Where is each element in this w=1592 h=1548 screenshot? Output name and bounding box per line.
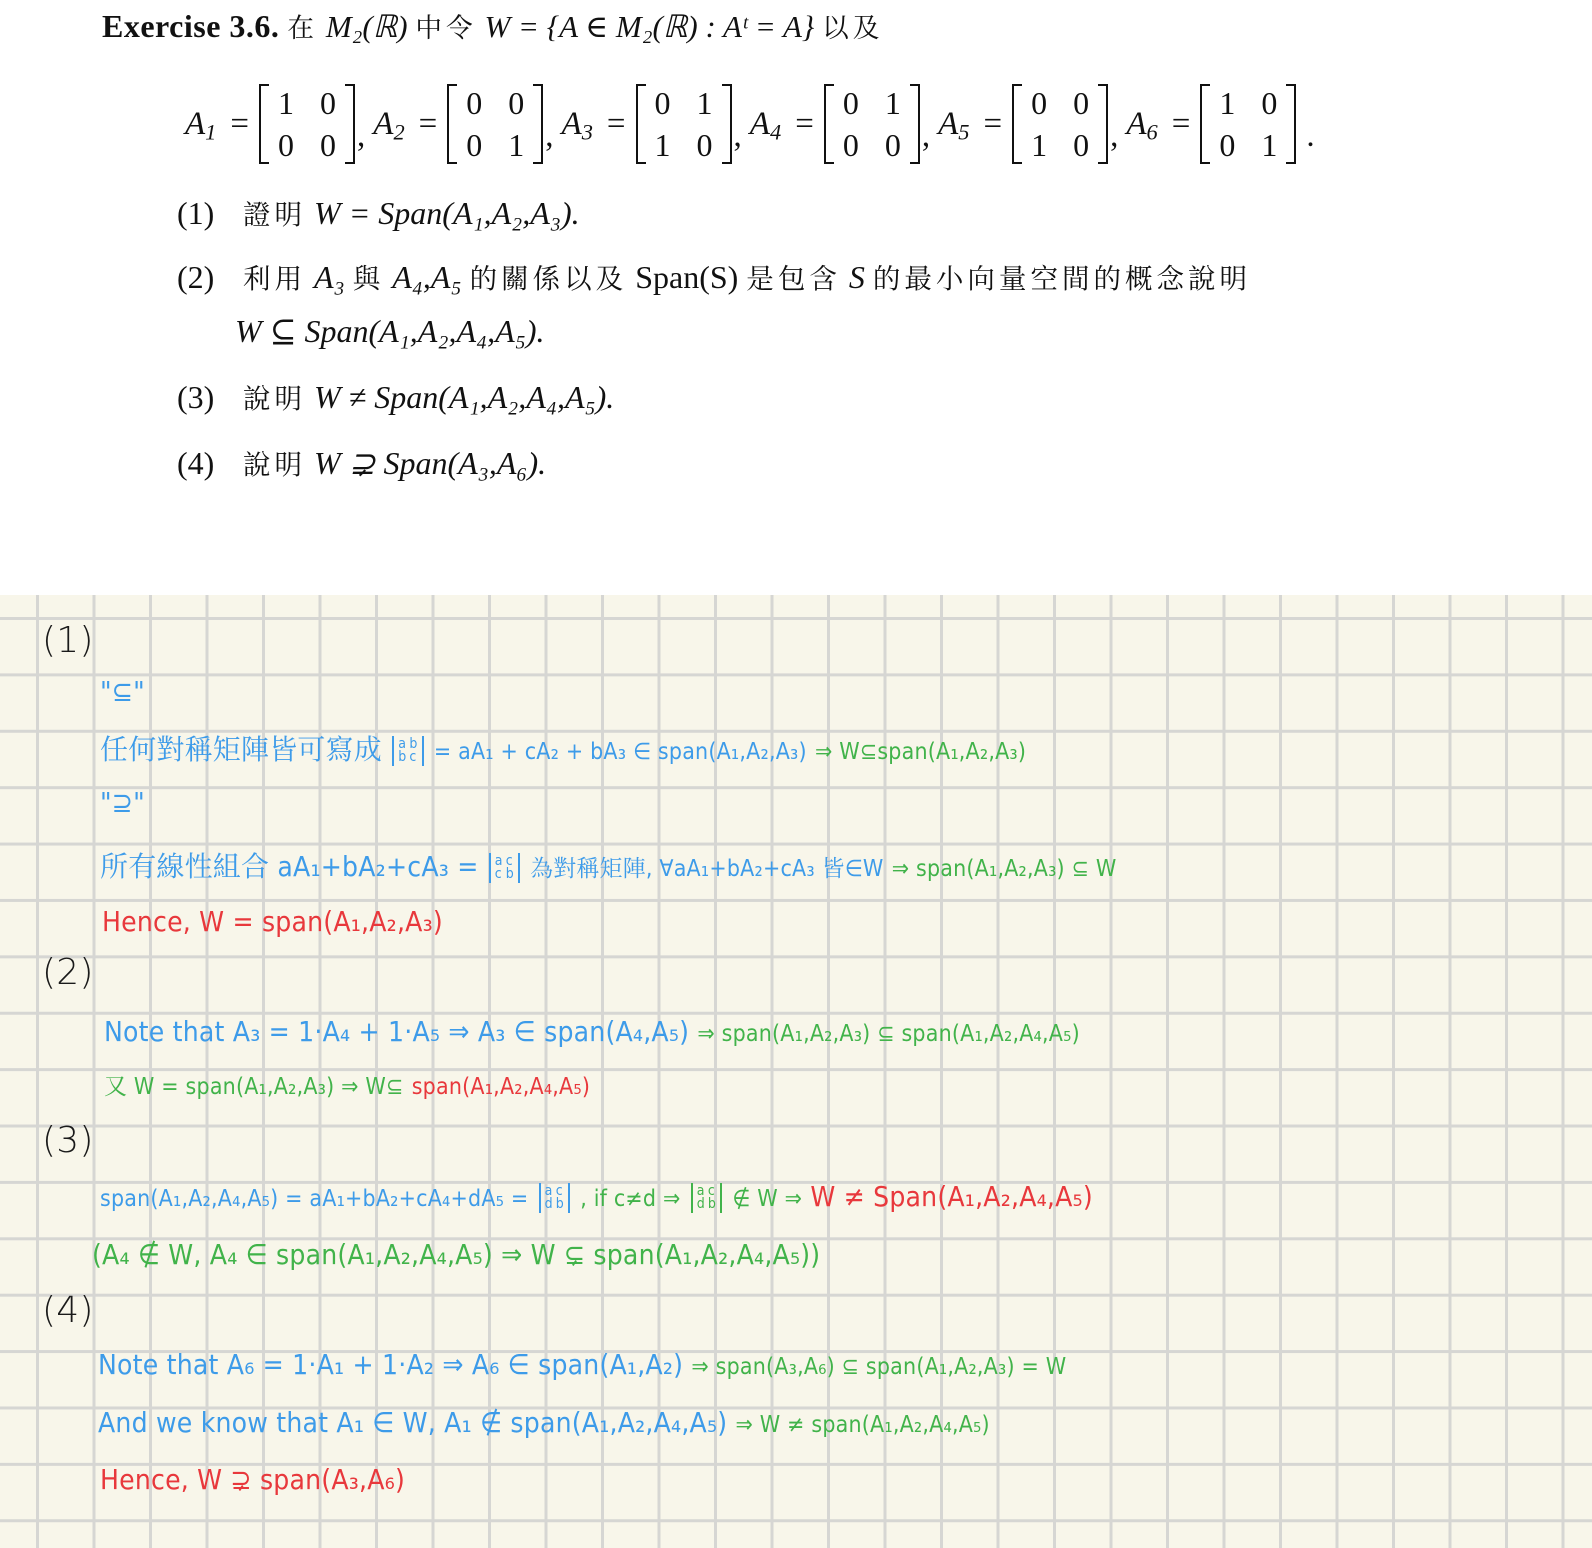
question-statement: W = Span(A₁,A₂,A₃). xyxy=(314,195,580,231)
matrix-name: $A_6$ xyxy=(1126,105,1158,145)
question-text: 的最小向量空間的概念說明 xyxy=(872,263,1252,295)
exercise-label: Exercise 3.6. xyxy=(102,8,280,44)
part-4-line-2 xyxy=(98,1406,990,1439)
question-text: 利用 xyxy=(243,263,307,295)
separator: , xyxy=(1110,117,1119,154)
part-3-line-2: (A₄ ∉ W, A₄ ∈ span(A₁,A₂,A₄,A₅) ⇒ W ⊊ span(A₁,A₂,A₄,A₅)) xyxy=(92,1238,821,1271)
note-text: Note that A₆ = 1·A₁ + 1·A₂ ⇒ A₆ ∈ span(A₁,A₂) xyxy=(98,1348,684,1381)
matrix-entry: 1 xyxy=(278,84,295,121)
note-implication: ⇒ span(A₁,A₂,A₃) ⊆ W xyxy=(891,856,1117,882)
space-symbol: M₂(ℝ) xyxy=(325,9,408,44)
matrix-entry: 0 xyxy=(508,84,525,121)
question-math: S xyxy=(848,259,865,295)
note-implication: , if c≠d ⇒ xyxy=(580,1186,681,1212)
matrix-entry: 0 xyxy=(1073,84,1090,121)
part-1-conclusion: Hence, W = span(A₁,A₂,A₃) xyxy=(102,905,443,938)
matrix-entry: 0 xyxy=(278,126,295,163)
part-4-conclusion: Hence, W ⊋ span(A₃,A₆) xyxy=(100,1463,406,1496)
question-number: (1) xyxy=(177,195,215,231)
general-matrix xyxy=(539,1183,570,1213)
matrix xyxy=(824,82,920,166)
part-4-line-1 xyxy=(98,1348,1066,1381)
matrix-entry: 0 xyxy=(1219,126,1236,163)
note-implication: ⇒ W⊆span(A₁,A₂,A₃) xyxy=(814,739,1027,765)
matrix-entry: 1 xyxy=(508,126,525,163)
question-text: 與 xyxy=(352,263,385,295)
note-text: 所有線性組合 aA₁+bA₂+cA₃ = xyxy=(100,850,479,883)
note-text: 為對稱矩陣, ∀aA₁+bA₂+cA₃ 皆∈W xyxy=(530,856,884,882)
matrix-definition xyxy=(562,82,732,166)
question-3 xyxy=(177,376,614,416)
note-text: 任何對稱矩陣皆可寫成 xyxy=(100,733,383,766)
matrix-definition xyxy=(938,82,1108,166)
question-text: 的關係以及 xyxy=(469,263,628,295)
matrix-entry: 1 xyxy=(654,126,671,163)
part-3-label: (3) xyxy=(42,1120,94,1161)
subspace-definition: W = {A ∈ M₂(ℝ) : Aᵗ = A} xyxy=(484,9,815,44)
matrix-name: $A_4$ xyxy=(749,105,782,145)
matrix-entry: b xyxy=(409,736,418,752)
matrix-entry: c xyxy=(505,853,513,869)
equals-sign: = xyxy=(1171,105,1191,142)
question-number: (2) xyxy=(177,259,215,295)
matrix-definition xyxy=(185,82,355,166)
matrix-entry: a xyxy=(696,1183,705,1199)
matrix-name: $A_5$ xyxy=(938,105,970,145)
matrix xyxy=(447,82,543,166)
question-4 xyxy=(177,442,546,482)
matrix-entry: b xyxy=(398,749,407,765)
part-1-line-1 xyxy=(100,728,1026,768)
equals-sign: = xyxy=(230,105,250,142)
matrix xyxy=(1012,82,1108,166)
matrix-entry: d xyxy=(544,1196,553,1212)
separator: . xyxy=(1306,117,1315,154)
part-2-line-2 xyxy=(104,1068,590,1101)
equals-sign: = xyxy=(606,105,626,142)
note-text: And we know that A₁ ∈ W, A₁ ∉ span(A₁,A₂,A₄,A₅) xyxy=(98,1406,728,1439)
part-3-line-1 xyxy=(100,1180,1093,1213)
matrix-entry: 0 xyxy=(466,126,483,163)
part-4-label: (4) xyxy=(42,1290,94,1331)
matrix-entry: 1 xyxy=(884,84,901,121)
question-2 xyxy=(177,256,1251,296)
matrix-entry: c xyxy=(555,1183,563,1199)
question-verb: 證明 xyxy=(243,199,307,231)
note-implication: ⇒ span(A₁,A₂,A₃) ⊆ span(A₁,A₂,A₄,A₅) xyxy=(697,1021,1080,1047)
matrix xyxy=(1200,82,1296,166)
intro-text: 在 xyxy=(287,13,319,44)
matrix-entry: b xyxy=(505,866,514,882)
matrix-entry: 0 xyxy=(320,126,337,163)
subset-direction-label: "⊆" xyxy=(100,675,145,708)
note-text: span(A₁,A₂,A₄,A₅) = aA₁+bA₂+cA₄+dA₅ = xyxy=(100,1186,529,1212)
matrix-entry: 0 xyxy=(654,84,671,121)
matrix-entry: 0 xyxy=(696,126,713,163)
symmetric-matrix xyxy=(489,853,520,883)
question-statement: W ⊋ Span(A₃,A₆). xyxy=(314,445,547,481)
equals-sign: = xyxy=(795,105,814,142)
separator: , xyxy=(357,117,366,154)
note-implication: ⇒ span(A₃,A₆) ⊆ span(A₁,A₂,A₃) = W xyxy=(691,1354,1067,1380)
part-2-label: (2) xyxy=(42,952,94,993)
matrix-entry: 0 xyxy=(1031,84,1048,121)
matrix xyxy=(259,82,355,166)
part-2-line-1 xyxy=(104,1015,1080,1048)
question-verb: 說明 xyxy=(243,449,307,481)
matrix-definition xyxy=(1126,82,1296,166)
question-statement: W ⊆ Span(A₁,A₂,A₄,A₅). xyxy=(235,313,545,349)
matrix-entry: c xyxy=(409,749,417,765)
matrix-entry: 0 xyxy=(842,126,859,163)
intro-text: 以及 xyxy=(822,13,884,44)
question-number: (4) xyxy=(177,445,215,481)
question-2-statement xyxy=(235,312,544,350)
matrix xyxy=(636,82,732,166)
question-verb: 說明 xyxy=(243,383,307,415)
matrix-definition xyxy=(750,82,920,166)
intro-text: 中令 xyxy=(415,13,477,44)
separator: , xyxy=(545,117,554,154)
note-conclusion: span(A₁,A₂,A₄,A₅) xyxy=(411,1074,591,1100)
question-math: A₄,A₅ xyxy=(392,259,462,295)
matrix-entry: a xyxy=(544,1183,553,1199)
matrix-entry: 0 xyxy=(320,84,337,121)
symmetric-matrix xyxy=(392,736,423,766)
matrix-definition xyxy=(373,82,543,166)
separator: , xyxy=(733,117,742,154)
matrix-entry: c xyxy=(494,866,502,882)
matrix-entry: 0 xyxy=(842,84,859,121)
matrix-entry: 0 xyxy=(884,126,901,163)
matrix-entry: a xyxy=(398,736,407,752)
matrix-name: $A_2$ xyxy=(373,105,405,145)
note-implication: 又 W = span(A₁,A₂,A₃) ⇒ W⊆ xyxy=(104,1074,404,1100)
equals-sign: = xyxy=(418,105,438,142)
matrix-entry: 0 xyxy=(1073,126,1090,163)
note-implication: ⇒ W ≠ span(A₁,A₂,A₄,A₅) xyxy=(735,1412,990,1438)
exercise-heading xyxy=(102,6,883,45)
matrix-entry: 1 xyxy=(696,84,713,121)
note-conclusion: W ≠ Span(A₁,A₂,A₄,A₅) xyxy=(810,1180,1093,1213)
question-math: A₃ xyxy=(314,259,345,295)
matrix-entry: b xyxy=(707,1196,717,1212)
matrix-entry: b xyxy=(555,1196,564,1212)
matrix-entry: 1 xyxy=(1261,126,1278,163)
superset-direction-label: "⊇" xyxy=(100,786,145,819)
matrix-entry: d xyxy=(696,1196,705,1212)
matrix-name: $A_3$ xyxy=(561,105,593,145)
matrix-entry: 0 xyxy=(1261,84,1278,121)
equals-sign: = xyxy=(983,105,1003,142)
note-implication: ∉ W ⇒ xyxy=(732,1186,803,1212)
part-1-label: (1) xyxy=(42,620,94,661)
note-text: Note that A₃ = 1·A₄ + 1·A₅ ⇒ A₃ ∈ span(A₄,A₅) xyxy=(104,1015,690,1048)
question-math: Span(S) xyxy=(635,259,739,295)
question-number: (3) xyxy=(177,379,215,415)
separator: , xyxy=(921,117,931,154)
question-statement: W ≠ Span(A₁,A₂,A₄,A₅). xyxy=(314,379,615,415)
matrix-entry: 1 xyxy=(1031,126,1048,163)
non-symmetric-matrix xyxy=(691,1183,722,1213)
matrix-definitions xyxy=(185,78,1315,170)
matrix-entry: a xyxy=(494,853,503,869)
matrix-entry: 1 xyxy=(1219,84,1236,121)
question-1 xyxy=(177,192,580,232)
matrix-entry: c xyxy=(707,1183,716,1199)
question-text: 是包含 xyxy=(746,263,841,295)
matrix-name: $A_1$ xyxy=(185,105,217,145)
note-text: = aA₁ + cA₂ + bA₃ ∈ span(A₁,A₂,A₃) xyxy=(433,739,807,765)
matrix-entry: 0 xyxy=(466,84,483,121)
part-1-line-2 xyxy=(100,845,1116,885)
